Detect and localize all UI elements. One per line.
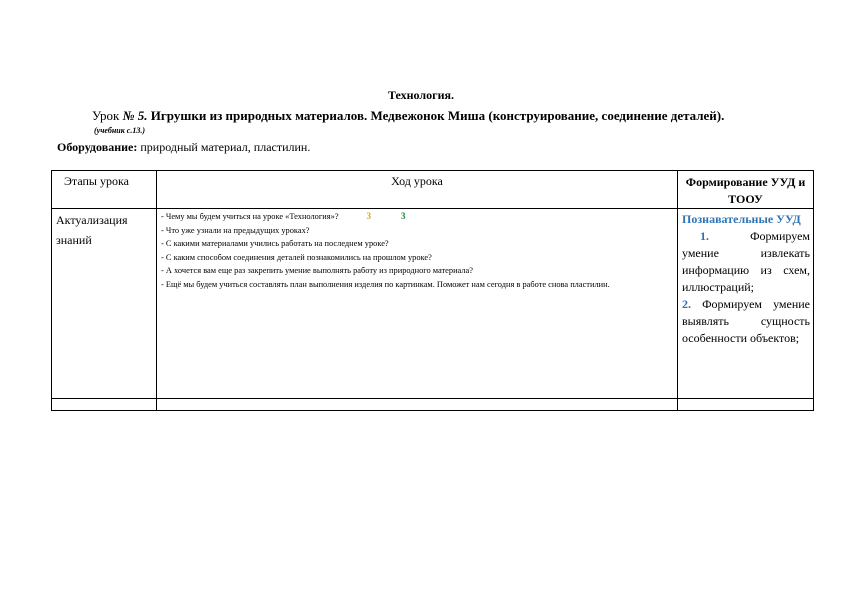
empty-cell — [157, 399, 678, 411]
uud-content — [678, 209, 813, 347]
step-item: - С какими материалами учились работать на последнем уроке? — [161, 239, 389, 249]
equipment-value: природный материал, пластилин. — [140, 140, 311, 154]
lesson-topic: Игрушки из природных материалов. Медвежонок Миша (конструирование, соединение деталей). — [150, 108, 725, 123]
equipment-line — [57, 140, 310, 155]
header-cell-uud — [678, 171, 814, 209]
uud-heading: Познавательные УУД — [682, 212, 801, 226]
equipment-label: Оборудование: — [57, 140, 138, 154]
empty-cell — [678, 399, 814, 411]
step-item: - Чему мы будем учиться на уроке «Технология»? 3 3 — [161, 211, 406, 221]
header-uud: Формирование УУД и ТООУ — [685, 175, 806, 206]
table-row-empty — [52, 399, 814, 411]
uud-item-2-text: Формируем умение выявлять сущность особенности объектов; — [682, 297, 810, 345]
uud-item-1-text: Формируем умение извлекать информацию из схем, иллюстраций; — [682, 229, 810, 294]
lesson-prefix: Урок — [92, 108, 120, 123]
lesson-number: № 5. — [122, 108, 148, 123]
step-item: - Что уже узнали на предыдущих уроках? — [161, 225, 310, 235]
uud-item-1 — [682, 228, 810, 296]
stage-name: Актуализация знаний — [56, 213, 128, 247]
uud-item-2-number: 2. — [682, 297, 691, 311]
mark-green: 3 — [401, 211, 406, 221]
header-progress: Ход урока — [391, 174, 443, 188]
steps-list — [157, 209, 677, 292]
document-title: Технология. — [388, 88, 454, 102]
lesson-table — [51, 170, 814, 411]
lesson-heading — [92, 108, 724, 124]
uud-item-2 — [682, 296, 810, 347]
empty-cell — [52, 399, 157, 411]
uud-cell — [678, 209, 814, 399]
table-row — [52, 209, 814, 399]
header-cell-stages — [52, 171, 157, 209]
table-header-row — [52, 171, 814, 209]
step-item: - А хочется вам еще раз закрепить умение выполнять работу из природного материала? — [161, 266, 473, 276]
steps-cell — [157, 209, 678, 399]
header-stages: Этапы урока — [64, 174, 129, 188]
step-item: - Ещё мы будем учиться составлять план выполнения изделия по картинкам. Поможет нам сегодня в работе снова пластилин. — [161, 279, 610, 289]
step-item: - С каким способом соединения деталей познакомились на прошлом уроке? — [161, 252, 432, 262]
mark-yellow: 3 — [366, 211, 372, 221]
header-cell-progress — [157, 171, 678, 209]
textbook-reference: (учебник с.13.) — [94, 126, 146, 135]
uud-item-1-number: 1. — [700, 229, 709, 243]
stage-cell — [52, 209, 157, 399]
